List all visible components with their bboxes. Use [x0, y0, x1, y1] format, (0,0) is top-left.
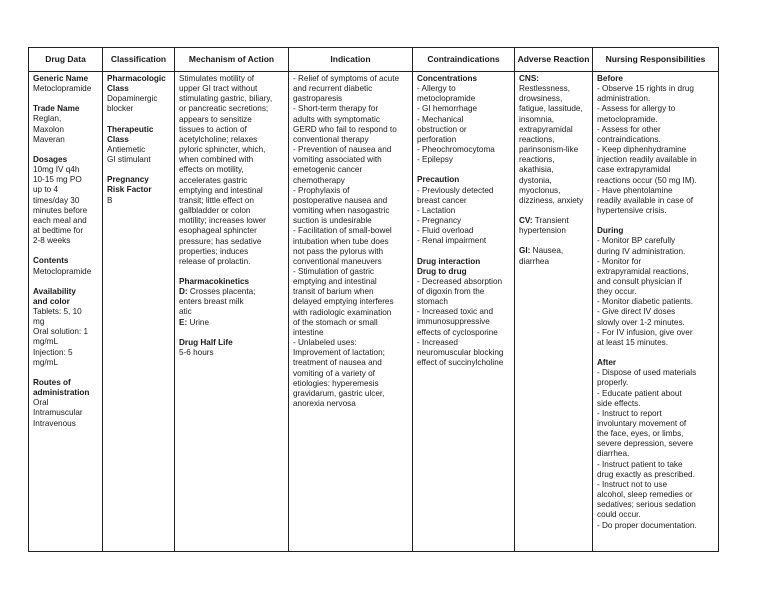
- spacer: [597, 348, 714, 358]
- text-line: - Pregnancy: [417, 216, 462, 226]
- text-line: injection readily available in: [597, 155, 697, 165]
- text-line: parinsonism-like: [519, 145, 579, 155]
- section-heading: Concentrations: [417, 74, 478, 83]
- text-line: - Instruct not to use: [597, 479, 668, 489]
- spacer: [597, 216, 714, 226]
- text-line: - Mechanical: [417, 114, 464, 124]
- text-line: conventional therapy: [293, 134, 369, 144]
- text-line: 10-15 mg PO: [33, 175, 82, 185]
- text-line: minutes before: [33, 205, 88, 215]
- text-line: emptying and intestinal: [179, 185, 263, 195]
- text-line: - Instruct patient to take: [597, 459, 683, 469]
- section-heading: administration: [33, 388, 90, 398]
- section-heading: Drug to drug: [417, 266, 467, 276]
- text-line: - Give direct IV doses: [597, 307, 676, 317]
- text-line: extrapyramidal reactions,: [597, 266, 689, 276]
- cell-drug-data: [29, 72, 103, 552]
- text-line: - Decreased absorption: [417, 276, 503, 286]
- text-line: adults with symptomatic: [293, 114, 380, 124]
- text-line: blocker: [107, 104, 134, 114]
- text-line: D: Crosses placenta;: [179, 287, 256, 297]
- text-line: or pancreatic secretions;: [179, 104, 269, 114]
- label-prefix: D:: [179, 287, 188, 297]
- spacer: [417, 165, 510, 175]
- text-line: case extrapyramidal: [597, 165, 671, 175]
- text-line: stimulating gastric, biliary,: [179, 94, 273, 104]
- text-line: Tablets: 5, 10: [33, 306, 82, 316]
- section-heading: and color: [33, 296, 70, 306]
- spacer: [417, 247, 510, 257]
- text-line: the face, eyes, or limbs,: [597, 429, 684, 439]
- text-line: - Keep diphenhydramine: [597, 145, 687, 155]
- text-line: - Unlabeled uses:: [293, 338, 357, 348]
- text-line: Stimulates motility of: [179, 74, 255, 83]
- section-heading: During: [597, 226, 624, 236]
- text-line: postoperative nausea and: [293, 195, 388, 205]
- text-line: Injection: 5: [33, 347, 73, 357]
- text-line: pyloric sphincter, which,: [179, 145, 266, 155]
- cell-mechanism-of-action: [175, 72, 289, 552]
- text-line: perforation: [417, 134, 457, 144]
- text-line: gallbladder or colon: [179, 206, 251, 216]
- text-line: motility; increases lower: [179, 216, 266, 226]
- section-heading: Before: [597, 74, 623, 83]
- text-line: treatment of nausea and: [293, 358, 382, 368]
- text-line: side effects.: [597, 398, 641, 408]
- text-line: not pass the pylorus with: [293, 246, 384, 256]
- header-drug-data: Drug Data: [29, 48, 103, 72]
- text-line: diarrhea.: [597, 449, 630, 459]
- section-heading: Routes of: [33, 377, 71, 387]
- text-line: involuntary movement of: [597, 419, 687, 428]
- text-line: insomnia,: [519, 114, 555, 124]
- text-line: - Increased: [417, 337, 458, 347]
- section-heading: Class: [107, 84, 129, 94]
- text-line: Metoclopramide: [33, 84, 92, 94]
- text-line: - GI hemorrhage: [417, 104, 478, 114]
- text-line: GI: Nausea,: [519, 246, 564, 256]
- text-line: sedatives; serious sedation: [597, 500, 696, 510]
- text-line: CV: Transient: [519, 216, 569, 226]
- text-line: gravidarum, gastric ulcer,: [293, 388, 385, 398]
- text-line: severe depression, severe: [597, 439, 694, 449]
- text-line: they occur.: [597, 287, 637, 297]
- text-line: properties; induces: [179, 246, 249, 256]
- section-heading: Drug Half Life: [179, 337, 233, 347]
- text-line: tissues to action of: [179, 124, 247, 134]
- drug-study-table: [28, 47, 719, 552]
- section-heading: Drug interaction: [417, 256, 481, 266]
- spacer: [107, 115, 170, 125]
- section-heading: Dosages: [33, 154, 68, 164]
- text-line: mg/mL: [33, 337, 59, 347]
- text-line: - Dispose of used materials: [597, 368, 697, 378]
- cell-classification: [103, 72, 175, 552]
- text-line: - Pheochromocytoma: [417, 145, 495, 155]
- text-line: 2-8 weeks: [33, 236, 71, 246]
- text-line: - Instruct to report: [597, 408, 662, 418]
- section-heading: Generic Name: [33, 74, 89, 83]
- text-line: - For IV infusion, give over: [597, 327, 693, 337]
- text-line: each meal and: [33, 215, 87, 225]
- text-line: stomach: [417, 297, 448, 307]
- text-line: release of prolactin.: [179, 256, 251, 266]
- text-line: Maveran: [33, 134, 65, 144]
- text-line: could occur.: [597, 510, 641, 520]
- text-line: appears to sensitize: [179, 114, 252, 124]
- spacer: [33, 94, 98, 104]
- text-line: - Prophylaxis of: [293, 185, 350, 195]
- text-line: - Educate patient about: [597, 388, 682, 398]
- text-line: drug exactly as prescribed.: [597, 469, 695, 479]
- spacer: [519, 206, 588, 216]
- text-line: pressure; has sedative: [179, 236, 262, 246]
- text-line: etiologies: hyperemesis: [293, 378, 379, 388]
- text-line: Oral solution: 1: [33, 327, 89, 337]
- header-indication: Indication: [289, 48, 413, 72]
- text-line: - Observe 15 rights in drug: [597, 84, 694, 94]
- spacer: [107, 165, 170, 175]
- text-line: Metoclopramide: [33, 266, 92, 276]
- cell-adverse-reaction: [515, 72, 593, 552]
- text-line: breast cancer: [417, 195, 467, 205]
- text-line: hypertension: [519, 226, 566, 236]
- text-line: reactions occur (50 mg IM).: [597, 175, 697, 185]
- text-line: delayed emptying interferes: [293, 297, 394, 307]
- text-line: and consult physician if: [597, 276, 682, 286]
- text-line: fatigue, lassitude,: [519, 104, 583, 114]
- text-line: reactions,: [519, 155, 555, 165]
- text-line: administration.: [597, 94, 651, 104]
- text-line: effects on motility,: [179, 165, 244, 175]
- text-line: times/day 30: [33, 195, 80, 205]
- text-line: contraindications.: [597, 134, 661, 144]
- header-adverse-reaction: Adverse Reaction: [515, 48, 593, 72]
- text-line: slowly over 1-2 minutes.: [597, 317, 685, 327]
- text-line: - Do proper documentation.: [597, 520, 697, 530]
- text-line: vomiting when nasogastric: [293, 206, 390, 216]
- text-line: Improvement of lactation;: [293, 348, 385, 358]
- text-line: akathisia,: [519, 165, 554, 175]
- section-heading: Risk Factor: [107, 185, 152, 195]
- text-line: - Prevention of nausea and: [293, 145, 392, 155]
- section-heading: Pharmacologic: [107, 74, 166, 83]
- cell-nursing-responsibilities: [593, 72, 719, 552]
- text-line: up to 4: [33, 185, 59, 195]
- spacer: [33, 246, 98, 256]
- text-line: Intramuscular: [33, 408, 83, 418]
- text-line: dizziness, anxiety: [519, 195, 584, 205]
- cell-indication: [289, 72, 413, 552]
- text-line: esophageal sphincter: [179, 226, 257, 236]
- text-line: - Monitor for: [597, 256, 642, 266]
- text-line: GI stimulant: [107, 155, 151, 165]
- header-classification: Classification: [103, 48, 175, 72]
- text-line: mg/mL: [33, 357, 59, 367]
- text-line: emetogenic cancer: [293, 165, 363, 175]
- content-row: [29, 72, 719, 552]
- section-heading: Therapeutic: [107, 124, 154, 134]
- text-line: Dopaminergic: [107, 94, 158, 104]
- text-line: - Epilepsy: [417, 155, 453, 165]
- label-prefix: E:: [179, 317, 188, 327]
- text-line: extrapyramidal: [519, 124, 573, 134]
- header-row: [29, 48, 719, 72]
- text-line: Restlessness,: [519, 84, 570, 94]
- text-line: E: Urine: [179, 317, 210, 327]
- text-line: metoclopramide.: [597, 114, 658, 124]
- spacer: [519, 236, 588, 246]
- text-line: upper GI tract without: [179, 84, 258, 94]
- text-line: 10mg IV q4h: [33, 165, 80, 175]
- text-line: - Assess for other: [597, 124, 661, 134]
- text-line: immunosuppressive: [417, 317, 490, 327]
- text-line: GERD who fail to respond to: [293, 124, 397, 134]
- text-line: dystonia,: [519, 175, 552, 185]
- text-line: B: [107, 195, 113, 205]
- section-heading: Precaution: [417, 175, 460, 185]
- text-line: and recurrent diabetic: [293, 84, 373, 94]
- text-line: vomiting of a variety of: [293, 368, 375, 378]
- text-line: - Renal impairment: [417, 236, 487, 246]
- section-heading: Pharmacokinetics: [179, 276, 250, 286]
- text-line: Oral: [33, 398, 49, 408]
- text-line: during IV administration.: [597, 246, 686, 256]
- spacer: [33, 368, 98, 378]
- text-line: properly.: [597, 378, 629, 388]
- text-line: with radiologic examination: [293, 307, 392, 317]
- spacer: [33, 277, 98, 287]
- spacer: [179, 267, 284, 277]
- text-line: emptying and intestinal: [293, 277, 377, 287]
- text-line: Reglan,: [33, 114, 62, 124]
- text-line: effects of cyclosporine: [417, 327, 498, 337]
- spacer: [33, 145, 98, 155]
- text-line: transit of barium when: [293, 287, 374, 297]
- text-line: - Fluid overload: [417, 226, 474, 236]
- text-line: conventional maneuvers: [293, 256, 382, 266]
- text-line: - Relief of symptoms of acute: [293, 74, 400, 83]
- text-line: alcohol, sleep remedies or: [597, 490, 693, 500]
- header-contraindications: Contraindications: [413, 48, 515, 72]
- text-line: mg: [33, 317, 45, 327]
- text-line: - Have phentolamine: [597, 185, 673, 195]
- text-line: - Assess for allergy to: [597, 104, 676, 114]
- section-heading: After: [597, 358, 617, 368]
- label-prefix: GI:: [519, 246, 531, 256]
- text-line: Antiemetic: [107, 144, 146, 154]
- section-heading: CNS:: [519, 74, 540, 83]
- text-line: obstruction or: [417, 124, 467, 134]
- text-line: neuromuscular blocking: [417, 347, 504, 357]
- section-heading: Trade Name: [33, 104, 80, 114]
- text-line: enters breast milk: [179, 297, 244, 307]
- text-line: reactions,: [519, 134, 555, 144]
- spacer: [179, 328, 284, 338]
- text-line: Maxolon: [33, 124, 64, 134]
- text-line: - Short-term therapy for: [293, 104, 379, 114]
- text-line: - Previously detected: [417, 185, 494, 195]
- text-line: - Monitor diabetic patients.: [597, 297, 694, 307]
- cell-contraindications: [413, 72, 515, 552]
- text-line: transit; little effect on: [179, 195, 254, 205]
- text-line: chemotherapy: [293, 175, 345, 185]
- section-heading: Class: [107, 134, 129, 144]
- text-line: anorexia nervosa: [293, 399, 356, 408]
- text-line: effect of succinylcholine: [417, 358, 504, 368]
- text-line: at bedtime for: [33, 226, 84, 236]
- text-line: accelerates gastric: [179, 175, 248, 185]
- text-line: - Allergy to: [417, 84, 456, 94]
- text-line: - Lactation: [417, 205, 456, 215]
- label-prefix: CV:: [519, 216, 533, 226]
- text-line: - Monitor BP carefully: [597, 236, 676, 246]
- text-line: when combined with: [179, 155, 254, 165]
- text-line: metoclopramide: [417, 94, 476, 104]
- text-line: drowsiness,: [519, 94, 563, 104]
- header-nursing-responsibilities: Nursing Responsibilities: [593, 48, 719, 72]
- text-line: Intravenous: [33, 418, 76, 428]
- section-heading: Contents: [33, 256, 69, 266]
- text-line: of digoxin from the: [417, 286, 485, 296]
- text-line: diarrhea: [519, 256, 550, 266]
- section-heading: Pregnancy: [107, 175, 149, 185]
- text-line: atic: [179, 307, 192, 317]
- text-line: at least 15 minutes.: [597, 337, 668, 347]
- text-line: intubation when tube does: [293, 236, 389, 246]
- text-line: gastroparesis: [293, 94, 343, 104]
- text-line: acetylcholine; relaxes: [179, 134, 258, 144]
- text-line: - Stimulation of gastric: [293, 266, 374, 276]
- text-line: intestine: [293, 327, 324, 337]
- text-line: readily available in case of: [597, 195, 694, 205]
- text-line: - Increased toxic and: [417, 307, 494, 317]
- text-line: of the stomach or small: [293, 317, 378, 327]
- text-line: vomiting associated with: [293, 155, 382, 165]
- header-mechanism-of-action: Mechanism of Action: [175, 48, 289, 72]
- text-line: - Facilitation of small-bowel: [293, 226, 392, 236]
- text-line: myoclonus,: [519, 185, 561, 195]
- section-heading: Availability: [33, 286, 76, 296]
- text-line: suction is undesirable: [293, 216, 372, 226]
- text-line: hypertensive crisis.: [597, 206, 667, 216]
- text-line: 5-6 hours: [179, 347, 214, 357]
